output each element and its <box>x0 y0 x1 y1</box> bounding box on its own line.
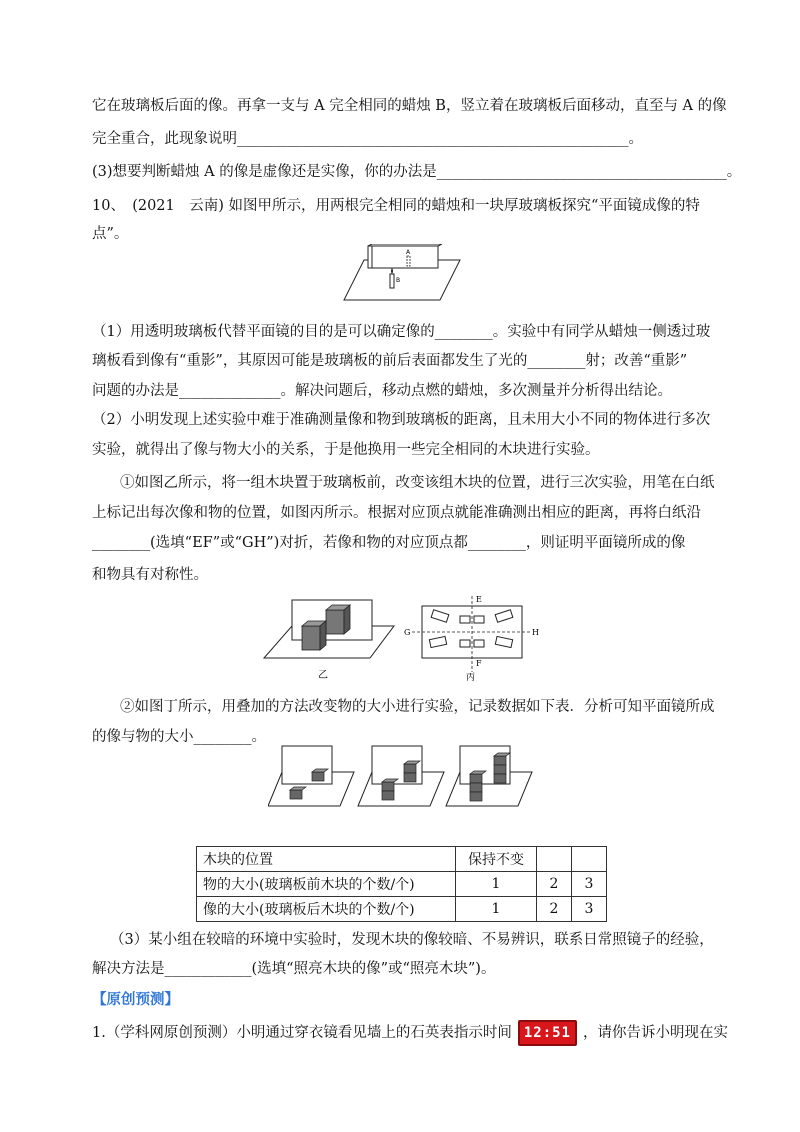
table-cell: 1 <box>456 897 537 922</box>
label-b: B <box>396 277 401 284</box>
text-line: 实验，就得出了像与物大小的关系，于是他换用一些完全相同的木块进行实验。 <box>92 442 600 458</box>
table-cell: 3 <box>572 897 607 922</box>
question-1-line <box>92 1020 728 1046</box>
text-line: 问题的办法是______________。解决问题后，移动点燃的蜡烛，多次测量并分析得出结论。 <box>92 383 672 399</box>
table-cell <box>537 847 572 872</box>
table-row <box>197 847 607 872</box>
data-table <box>196 846 607 922</box>
table-cell: 2 <box>537 897 572 922</box>
text-line: （3）某小组在较暗的环境中实验时，发现木块的像较暗、不易辨识，联系日常照镜子的经验， <box>110 932 714 948</box>
text-line: 的像与物的大小________。 <box>92 729 266 745</box>
table-cell <box>572 847 607 872</box>
label-a: A <box>406 249 411 256</box>
table-cell: 物的大小(玻璃板前木块的个数/个) <box>197 872 456 897</box>
text-line: ________(选填“EF”或“GH”)对折，若像和物的对应顶点都________，则证明平面镜所成的像 <box>92 535 686 551</box>
table-cell: 保持不变 <box>456 847 537 872</box>
text-line: ②如图丁所示，用叠加的方法改变物的大小进行实验，记录数据如下表．分析可知平面镜所成 <box>120 699 715 715</box>
text-fragment: ，请你告诉小明现在实 <box>583 1025 728 1041</box>
label-f: F <box>476 659 482 668</box>
text-line: 解决方法是____________(选填“照亮木块的像”或“照亮木块”)。 <box>92 961 496 977</box>
figure-bing-label: 丙 <box>466 673 476 682</box>
text-line: （2）小明发现上述实验中难于准确测量像和物到玻璃板的距离，且未用大小不同的物体进行多次 <box>92 412 711 428</box>
text-line: 璃板看到像有“重影”，其原因可能是玻璃板的前后表面都发生了光的________射；改善“重影” <box>92 353 688 369</box>
figure-yi-blocks <box>262 596 396 682</box>
table-cell: 1 <box>456 872 537 897</box>
text-fragment: 1.（学科网原创预测）小明通过穿衣镜看见墙上的石英表指示时间 <box>92 1025 512 1041</box>
figure-ding-stacked-blocks <box>268 742 538 814</box>
text-line: (3)想要判断蜡烛 A 的像是虚像还是实像，你的办法是________________________________________。 <box>92 164 742 180</box>
question-10-heading: 10、 (2021 云南) 如图甲所示，用两根完全相同的蜡烛和一块厚玻璃板探究“平面镜成像的特 <box>92 198 700 214</box>
table-row <box>197 897 607 922</box>
figure-yi-label: 乙 <box>318 670 328 681</box>
text-line: 上标记出每次像和物的位置，如图丙所示。根据对应顶点就能准确测出相应的距离，再将白纸沿 <box>92 505 701 521</box>
label-e: E <box>476 595 482 604</box>
text-line: 点”。 <box>92 226 129 242</box>
section-heading: 【原创预测】 <box>92 991 179 1008</box>
text-line: 它在玻璃板后面的像。再拿一支与 A 完全相同的蜡烛 B，竖立着在玻璃板后面移动，直至与 A 的像 <box>92 98 727 114</box>
figure-bing-marks <box>400 592 542 682</box>
clock-display-image: 12:51 <box>518 1020 577 1046</box>
text-line: （1）用透明玻璃板代替平面镜的目的是可以确定像的________。实验中有同学从蜡烛一侧透过玻 <box>92 324 711 340</box>
label-g: G <box>404 628 411 637</box>
text-line: 完全重合，此现象说明______________________________________________________。 <box>92 131 643 147</box>
figure-jia-glass-candles <box>342 244 462 302</box>
text-line: ①如图乙所示，将一组木块置于玻璃板前，改变该组木块的位置，进行三次实验，用笔在白纸 <box>120 475 715 491</box>
table-cell: 像的大小(玻璃板后木块的个数/个) <box>197 897 456 922</box>
table-cell: 2 <box>537 872 572 897</box>
text-line: 和物具有对称性。 <box>92 567 208 583</box>
label-h: H <box>532 628 539 637</box>
table-row <box>197 872 607 897</box>
table-cell: 木块的位置 <box>197 847 456 872</box>
table-cell: 3 <box>572 872 607 897</box>
